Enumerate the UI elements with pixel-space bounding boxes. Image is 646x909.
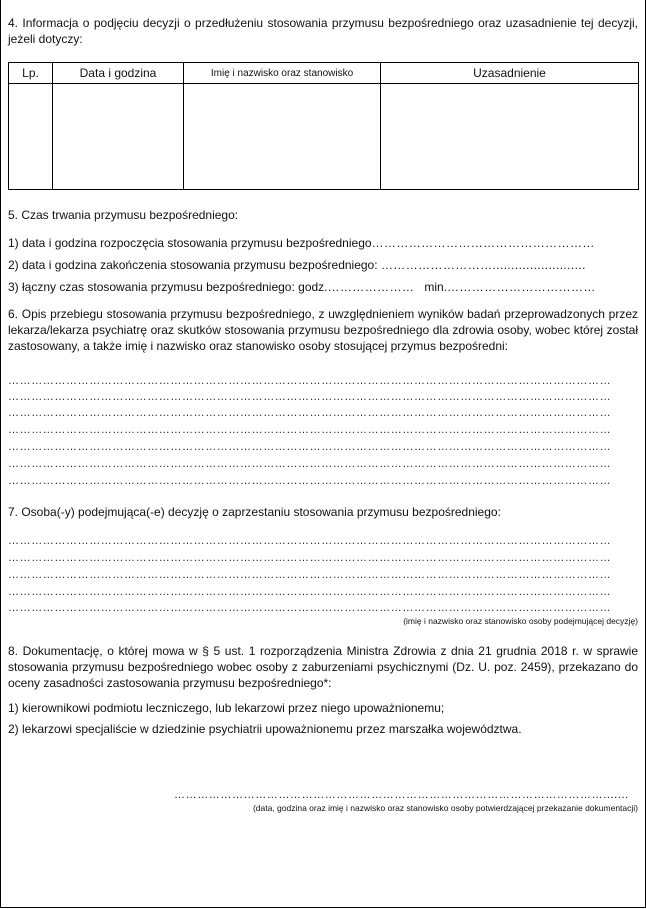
start-datetime-row bbox=[8, 236, 595, 250]
decision-person-line[interactable]: ………………………………………………………………………………………………………………………………………… bbox=[8, 535, 612, 547]
end-datetime-label: 2) data i godzina zakończenia stosowania przymusu bezpośredniego: bbox=[8, 258, 381, 272]
minutes-label: min. bbox=[424, 280, 447, 294]
section-7-heading: 7. Osoba(-y) podejmująca(-e) decyzję o zaprzestaniu stosowania przymusu bezpośredniego: bbox=[8, 505, 501, 519]
description-line[interactable]: ………………………………………………………………………………………………………………………………………… bbox=[8, 475, 612, 487]
decision-person-line[interactable]: ………………………………………………………………………………………………………………………………………… bbox=[8, 602, 612, 614]
description-line[interactable]: ………………………………………………………………………………………………………………………………………… bbox=[8, 375, 612, 387]
recipient-option-2: 2) lekarzowi specjaliście w dziedzinie psychiatrii upoważnionemu przez marszałka województwa. bbox=[8, 722, 522, 736]
description-line[interactable]: ………………………………………………………………………………………………………………………………………… bbox=[8, 391, 612, 403]
description-line[interactable]: ………………………………………………………………………………………………………………………………………… bbox=[8, 458, 612, 470]
cell-justification[interactable] bbox=[381, 84, 639, 190]
cell-lp[interactable] bbox=[9, 84, 53, 190]
header-lp: Lp. bbox=[9, 63, 53, 84]
header-justification: Uzasadnienie bbox=[381, 63, 639, 84]
total-hours-field[interactable]: ………………… bbox=[327, 280, 415, 294]
cell-date-time[interactable] bbox=[53, 84, 184, 190]
signature-field[interactable]: …………………………………………………………………………………………………....... bbox=[174, 789, 629, 801]
decision-person-line[interactable]: ………………………………………………………………………………………………………………………………………… bbox=[8, 552, 612, 564]
end-datetime-row bbox=[8, 258, 586, 272]
table-row bbox=[9, 84, 639, 190]
decision-person-line[interactable]: ………………………………………………………………………………………………………………………………………… bbox=[8, 586, 612, 598]
end-datetime-field[interactable]: ………………………......................... bbox=[380, 258, 586, 272]
section-4-text: 4. Informacja o podjęciu decyzji o przedłużeniu stosowania przymusu bezpośredniego oraz uzasadnienie tej decyzji, jeżeli dotyczy: bbox=[8, 16, 638, 46]
section-5-heading: 5. Czas trwania przymusu bezpośredniego: bbox=[8, 208, 239, 222]
decision-person-caption: (imię i nazwisko oraz stanowisko osoby podejmującej decyzję) bbox=[403, 616, 638, 626]
total-duration-row bbox=[8, 280, 596, 294]
description-line[interactable]: ………………………………………………………………………………………………………………………………………… bbox=[8, 424, 612, 436]
cell-name-position[interactable] bbox=[184, 84, 381, 190]
total-duration-label: 3) łączny czas stosowania przymusu bezpośredniego: godz. bbox=[8, 280, 328, 294]
extension-decision-table bbox=[8, 62, 639, 190]
description-line[interactable]: ………………………………………………………………………………………………………………………………………… bbox=[8, 407, 612, 419]
total-minutes-field[interactable]: ……………………………… bbox=[447, 280, 596, 294]
description-line[interactable]: ………………………………………………………………………………………………………………………………………… bbox=[8, 441, 612, 453]
recipient-option-1: 1) kierownikowi podmiotu leczniczego, lub lekarzowi przez niego upoważnionemu; bbox=[8, 701, 445, 715]
header-date-time: Data i godzina bbox=[53, 63, 184, 84]
header-name-position: Imię i nazwisko oraz stanowisko bbox=[184, 63, 381, 84]
section-8-text: 8. Dokumentację, o której mowa w § 5 ust. 1 rozporządzenia Ministra Zdrowia z dnia 21 grudnia 2018 r. w sprawie stosowania przymusu bezpośredniego wobec osoby z zaburzeniami psychicznymi (Dz. U. poz. 2459), przekazano do oceny zasadności zastosowania przymusu bezpośredniego*: bbox=[8, 644, 638, 690]
section-6-text: 6. Opis przebiegu stosowania przymusu bezpośredniego, z uwzględnieniem wyników badań przeprowadzonych przez lekarza/lekarza psychiatrę oraz skutków stosowania przymusu bezpośredniego dla zdrowia osoby, wobec której został zastosowany, a także imię i nazwisko oraz stanowisko osoby stosującej przymus bezpośredni: bbox=[8, 307, 638, 353]
start-datetime-field[interactable]: ……………………………………………… bbox=[371, 236, 595, 250]
decision-person-line[interactable]: ………………………………………………………………………………………………………………………………………… bbox=[8, 569, 612, 581]
start-datetime-label: 1) data i godzina rozpoczęcia stosowania przymusu bezpośredniego bbox=[8, 236, 372, 250]
signature-caption: (data, godzina oraz imię i nazwisko oraz stanowisko osoby potwierdzającej przekazanie dokumentacji) bbox=[252, 803, 638, 813]
table-header-row bbox=[9, 63, 639, 84]
